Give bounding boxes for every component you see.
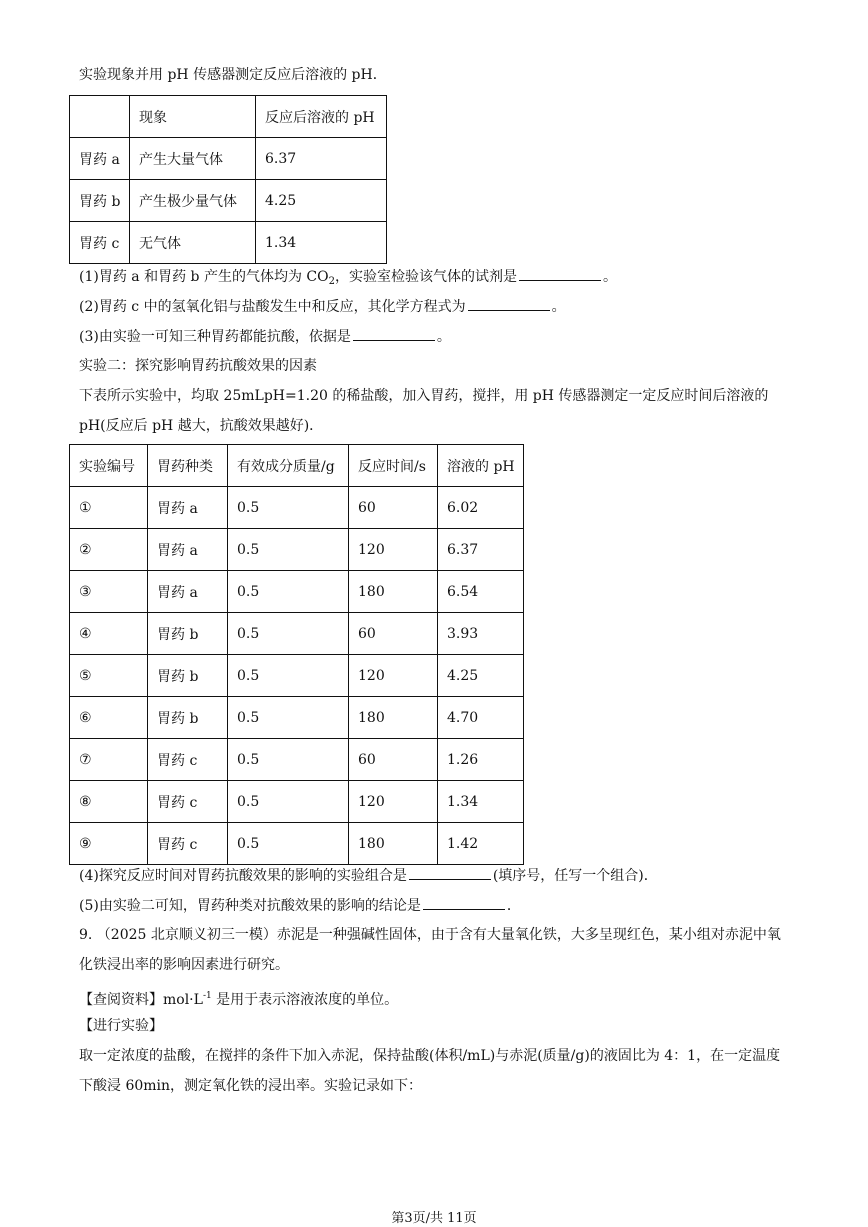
answer-blank[interactable] — [409, 865, 491, 880]
header-cell: 胃药种类 — [148, 445, 228, 487]
header-cell: 反应时间/s — [349, 445, 438, 487]
table-cell: ② — [70, 529, 148, 571]
table-cell: 0.5 — [228, 487, 349, 529]
table-cell: 胃药 b — [148, 697, 228, 739]
table-row — [70, 529, 524, 571]
experiment-2-table — [69, 444, 524, 865]
table-row — [70, 823, 524, 865]
table-row — [70, 571, 524, 613]
table-cell: 胃药 a — [148, 571, 228, 613]
table-cell: 胃药 b — [70, 180, 130, 222]
intro-text: 实验现象并用 pH 传感器测定反应后溶液的 pH． — [79, 67, 387, 83]
section-heading: 【进行实验】 — [79, 1018, 163, 1034]
table-cell: ⑦ — [70, 739, 148, 781]
table-cell: 0.5 — [228, 781, 349, 823]
header-cell: 溶液的 pH — [438, 445, 524, 487]
table-cell: 60 — [349, 613, 438, 655]
table-header-row — [70, 96, 387, 138]
page-footer: 第3页/共 11页 — [391, 1211, 477, 1226]
reference-note: 【查阅资料】$mol\cdot L^{-1}$ 是用于表示溶液浓度的单位。 — [79, 991, 399, 1008]
question-4: (4)探究反应时间对胃药抗酸效果的影响的实验组合是 (填序号，任写一个组合)． — [79, 865, 658, 886]
table-row — [70, 138, 387, 180]
table-cell: 产生极少量气体 — [130, 180, 256, 222]
table-cell: 无气体 — [130, 222, 256, 264]
table-cell: 120 — [349, 529, 438, 571]
table-cell: 0.5 — [228, 697, 349, 739]
question-3: (3)由实验一可知三种胃药都能抗酸，依据是 。 — [79, 326, 451, 347]
table-cell: 180 — [349, 697, 438, 739]
question-1: (1)胃药 a 和胃药 b 产生的气体均为 $CO_2$，实验室检验该气体的试剂是 。 — [79, 266, 617, 292]
table-cell: 胃药 b — [148, 655, 228, 697]
question-5: (5)由实验二可知，胃药种类对抗酸效果的影响的结论是 ． — [79, 895, 521, 916]
table-cell: 180 — [349, 571, 438, 613]
experiment-2-description: 下表所示实验中，均取 25mLpH=1.20 的稀盐酸，加入胃药，搅拌，用 pH 传感器测定一定反应时间后溶液的 pH(反应后 pH 越大，抗酸效果越好)． — [79, 388, 769, 434]
header-cell — [70, 96, 130, 138]
table-cell: 1.42 — [438, 823, 524, 865]
experiment-2-title: 实验二：探究影响胃药抗酸效果的因素 — [79, 358, 317, 374]
table-cell: 0.5 — [228, 613, 349, 655]
answer-blank[interactable] — [423, 895, 505, 910]
table-cell: ④ — [70, 613, 148, 655]
table-cell: ③ — [70, 571, 148, 613]
table-cell: 180 — [349, 823, 438, 865]
table-row — [70, 697, 524, 739]
table-cell: ① — [70, 487, 148, 529]
question-2: (2)胃药 c 中的氢氧化铝与盐酸发生中和反应，其化学方程式为 。 — [79, 296, 566, 317]
table-cell: 6.54 — [438, 571, 524, 613]
table-cell: 胃药 a — [148, 529, 228, 571]
table-cell: ⑨ — [70, 823, 148, 865]
table-row — [70, 487, 524, 529]
table-row — [70, 613, 524, 655]
table-cell: 120 — [349, 655, 438, 697]
table-cell: 产生大量气体 — [130, 138, 256, 180]
phenomenon-table — [69, 95, 387, 264]
table-cell: 胃药 c — [148, 781, 228, 823]
table-row — [70, 180, 387, 222]
table-row — [70, 739, 524, 781]
header-cell: 现象 — [130, 96, 256, 138]
table-row — [70, 222, 387, 264]
table-cell: 胃药 c — [70, 222, 130, 264]
table-cell: 4.25 — [256, 180, 387, 222]
table-cell: 60 — [349, 739, 438, 781]
table-cell: ⑧ — [70, 781, 148, 823]
table-cell: 60 — [349, 487, 438, 529]
table-cell: 4.25 — [438, 655, 524, 697]
table-cell: ⑤ — [70, 655, 148, 697]
table-cell: 胃药 b — [148, 613, 228, 655]
table-cell: 0.5 — [228, 739, 349, 781]
header-cell: 实验编号 — [70, 445, 148, 487]
table-cell: ⑥ — [70, 697, 148, 739]
header-cell: 反应后溶液的 pH — [256, 96, 387, 138]
table-cell: 胃药 c — [148, 823, 228, 865]
answer-blank[interactable] — [468, 296, 550, 311]
table-cell: 6.02 — [438, 487, 524, 529]
table-cell: 胃药 c — [148, 739, 228, 781]
table-cell: 胃药 a — [70, 138, 130, 180]
table-cell: 0.5 — [228, 655, 349, 697]
table-cell: 3.93 — [438, 613, 524, 655]
table-row — [70, 655, 524, 697]
table-cell: 1.26 — [438, 739, 524, 781]
procedure-text: 取一定浓度的盐酸，在搅拌的条件下加入赤泥，保持盐酸(体积/mL)与赤泥(质量/g)的液固比为 4：1，在一定温度下酸浸 60min，测定氧化铁的浸出率。实验记录如下： — [79, 1048, 781, 1094]
table-cell: 0.5 — [228, 823, 349, 865]
table-cell: 120 — [349, 781, 438, 823]
question-9: 9. （2025 北京顺义初三一模）赤泥是一种强碱性固体，由于含有大量氧化铁，大多呈现红色，某小组对赤泥中氧化铁浸出率的影响因素进行研究。 — [79, 927, 781, 973]
header-cell: 有效成分质量/g — [228, 445, 349, 487]
table-cell: 1.34 — [438, 781, 524, 823]
answer-blank[interactable] — [519, 266, 601, 281]
table-cell: 0.5 — [228, 529, 349, 571]
table-cell: 6.37 — [256, 138, 387, 180]
table-cell: 1.34 — [256, 222, 387, 264]
table-cell: 胃药 a — [148, 487, 228, 529]
table-cell: 0.5 — [228, 571, 349, 613]
answer-blank[interactable] — [353, 326, 435, 341]
table-header-row — [70, 445, 524, 487]
table-cell: 6.37 — [438, 529, 524, 571]
table-row — [70, 781, 524, 823]
table-cell: 4.70 — [438, 697, 524, 739]
